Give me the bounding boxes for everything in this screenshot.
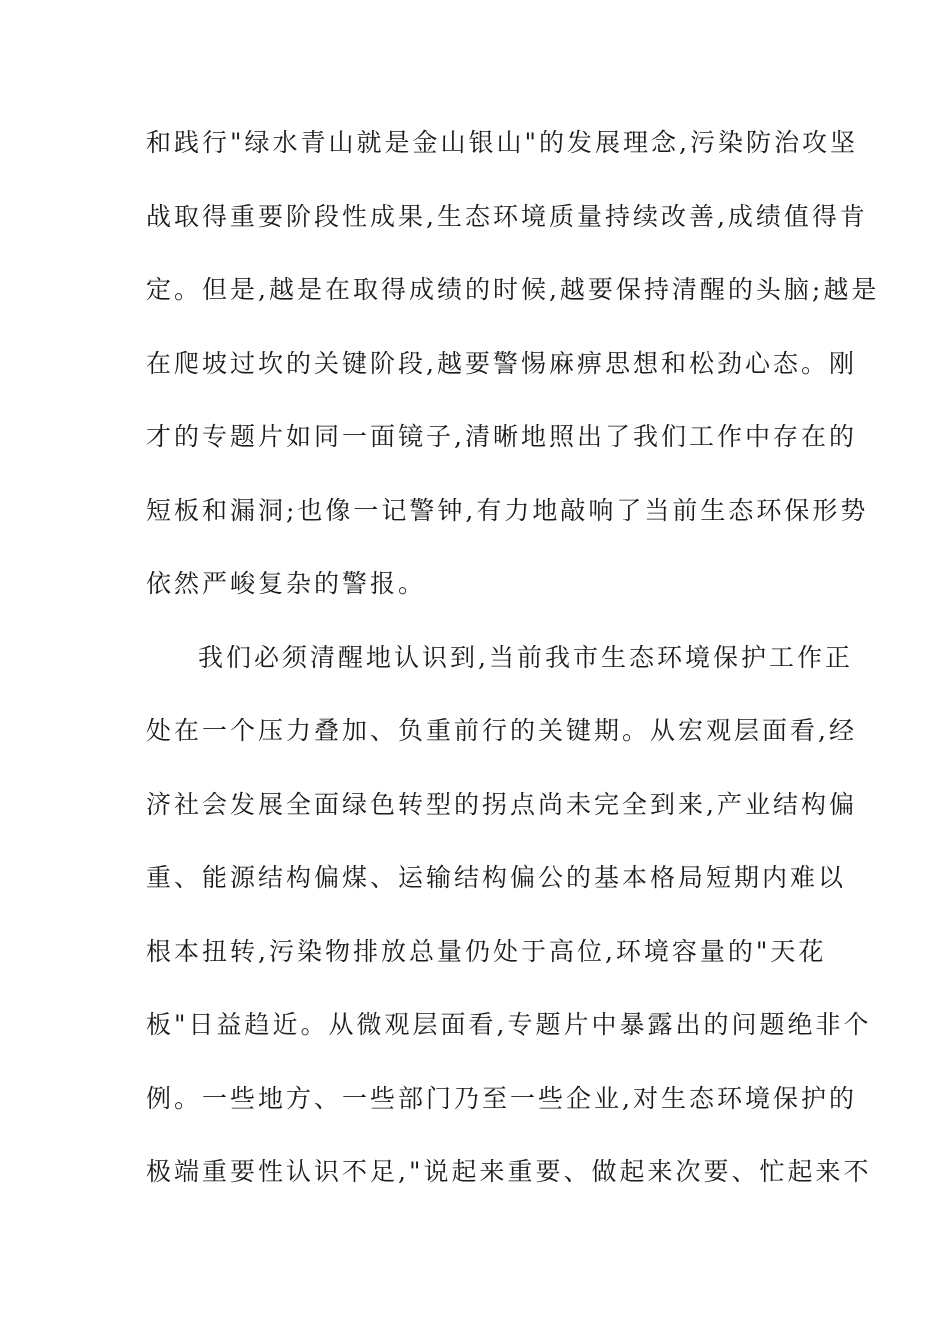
- text-line: 板"日益趋近。从微观层面看,专题片中暴露出的问题绝非个: [146, 1010, 872, 1039]
- text-line: 依然严峻复杂的警报。: [146, 569, 427, 598]
- text-line: 例。一些地方、一些部门乃至一些企业,对生态环境保护的: [146, 1083, 857, 1113]
- text-line: 根本扭转,污染物排放总量仍处于高位,环境容量的"天花: [146, 936, 827, 966]
- text-line: 我们必须清醒地认识到,当前我市生态环境保护工作正: [198, 642, 853, 672]
- paragraph-1: [146, 120, 880, 635]
- text-line: 战取得重要阶段性成果,生态环境质量持续改善,成绩值得肯: [146, 201, 868, 231]
- text-line: 才的专题片如同一面镜子,清晰地照出了我们工作中存在的: [146, 422, 857, 451]
- text-line: 处在一个压力叠加、负重前行的关键期。从宏观层面看,经: [146, 716, 857, 745]
- text-line: 短板和漏洞;也像一记警钟,有力地敲响了当前生态环保形势: [146, 495, 869, 525]
- text-line: 和践行"绿水青山就是金山银山"的发展理念,污染防治攻坚: [146, 128, 858, 157]
- text-line: 定。但是,越是在取得成绩的时候,越要保持清醒的头脑;越是: [146, 275, 880, 304]
- text-line: 极端重要性认识不足,"说起来重要、做起来次要、忙起来不: [146, 1157, 872, 1186]
- text-line: 济社会发展全面绿色转型的拐点尚未完全到来,产业结构偏: [146, 789, 857, 819]
- text-line: 在爬坡过坎的关键阶段,越要警惕麻痹思想和松劲心态。刚: [146, 348, 857, 378]
- paragraph-2: [146, 635, 872, 1223]
- text-line: 重、能源结构偏煤、运输结构偏公的基本格局短期内难以: [146, 863, 847, 892]
- document-body: [146, 120, 880, 1223]
